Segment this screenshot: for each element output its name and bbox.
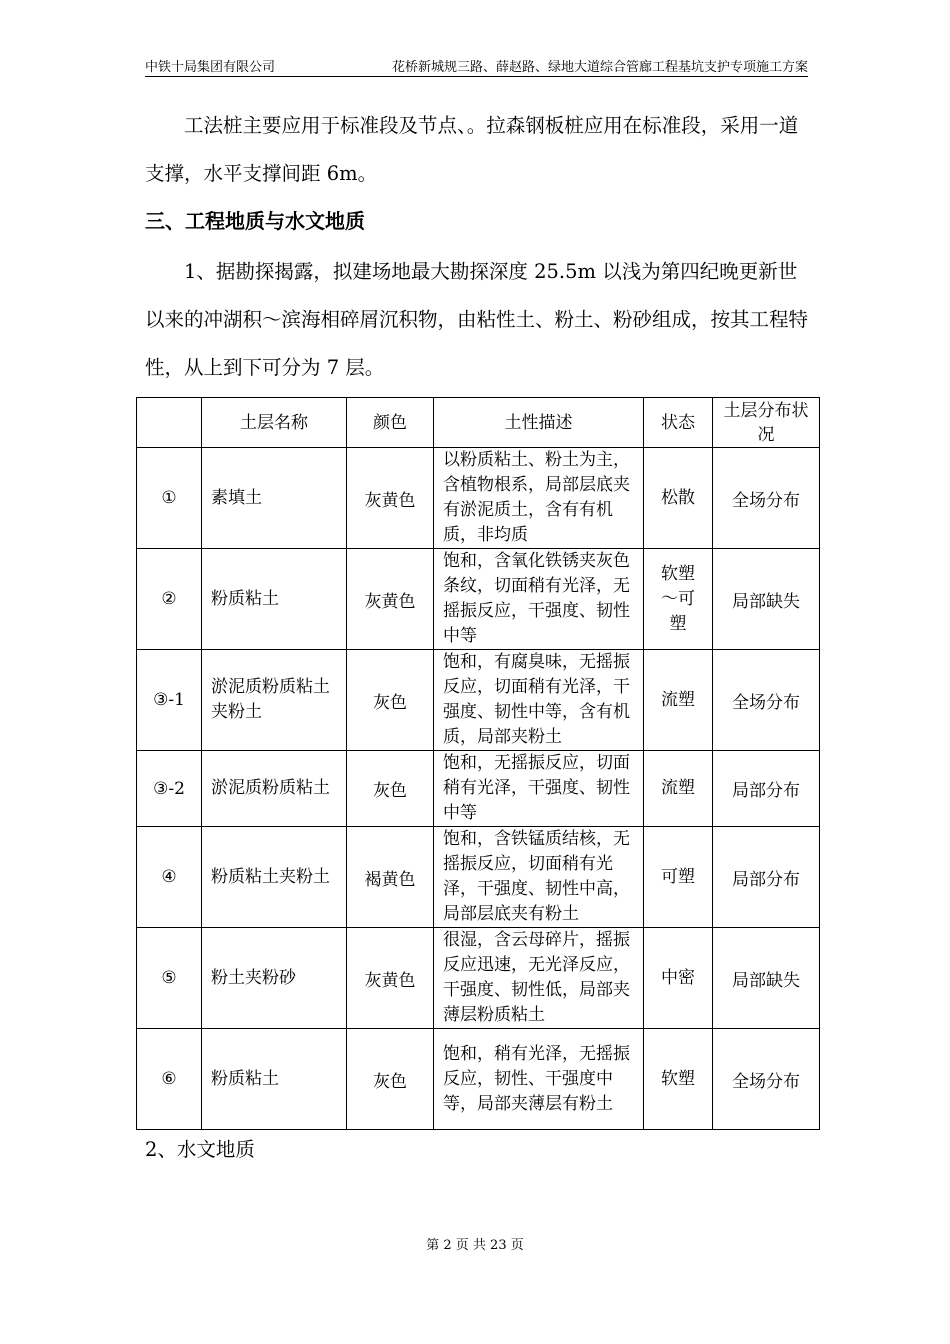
table-row	[137, 928, 820, 1029]
layer-distribution: 局部缺失	[713, 549, 820, 650]
layer-distribution: 全场分布	[713, 448, 820, 549]
header-cell-distribution: 土层分布状况	[713, 398, 820, 448]
table-row	[137, 827, 820, 928]
layer-color: 灰色	[347, 751, 434, 827]
table-row	[137, 448, 820, 549]
layer-number: ⑥	[137, 1029, 202, 1130]
table-row	[137, 549, 820, 650]
layer-color: 灰黄色	[347, 448, 434, 549]
soil-layer-table	[136, 397, 820, 1130]
layer-color: 灰黄色	[347, 549, 434, 650]
layer-state: 可塑	[644, 827, 713, 928]
layer-number: ②	[137, 549, 202, 650]
layer-state: 中密	[644, 928, 713, 1029]
layer-name: 素填土	[202, 448, 347, 549]
layer-distribution: 局部分布	[713, 751, 820, 827]
layer-distribution: 全场分布	[713, 1029, 820, 1130]
table-row	[137, 751, 820, 827]
layer-name: 粉质粘土	[202, 1029, 347, 1130]
layer-description: 饱和，含氧化铁锈夹灰色条纹，切面稍有光泽，无摇振反应，干强度、韧性中等	[434, 549, 644, 650]
header-company: 中铁十局集团有限公司	[145, 60, 276, 75]
layer-name: 粉质粘土夹粉土	[202, 827, 347, 928]
section-title: 三、工程地质与水文地质	[145, 209, 365, 233]
layer-number: ④	[137, 827, 202, 928]
layer-description: 饱和，含铁锰质结核，无摇振反应，切面稍有光泽，干强度、韧性中高，局部层底夹有粉土	[434, 827, 644, 928]
table-header-row	[137, 398, 820, 448]
layer-description: 很湿，含云母碎片，摇振反应迅速，无光泽反应，干强度、韧性低，局部夹薄层粉质粘土	[434, 928, 644, 1029]
layer-state: 流塑	[644, 751, 713, 827]
header-cell-description: 土性描述	[434, 398, 644, 448]
layer-state: 软塑～可塑	[644, 549, 713, 650]
layer-number: ①	[137, 448, 202, 549]
page-header	[145, 52, 808, 77]
geology-paragraph: 1、据勘探揭露，拟建场地最大勘探深度 25.5m 以浅为第四纪晚更新世以来的冲湖积～滨海相碎屑沉积物，由粘性土、粉土、粉砂组成，按其工程特性，从上到下可分为 7 层。	[145, 260, 809, 379]
layer-name: 淤泥质粉质粘土	[202, 751, 347, 827]
page-number: 第 2 页 共 23 页	[426, 1238, 524, 1253]
layer-number: ③-1	[137, 650, 202, 751]
header-project-title: 花桥新城规三路、薛赵路、绿地大道综合管廊工程基坑支护专项施工方案	[391, 60, 808, 75]
header-cell-name: 土层名称	[202, 398, 347, 448]
intro-paragraph: 工法桩主要应用于标准段及节点、。拉森钢板桩应用在标准段，采用一道支撑，水平支撑间距 6m。	[145, 114, 799, 185]
header-cell-state: 状态	[644, 398, 713, 448]
header-cell-color: 颜色	[347, 398, 434, 448]
layer-name: 淤泥质粉质粘土夹粉土	[202, 650, 347, 751]
layer-state: 松散	[644, 448, 713, 549]
layer-color: 灰黄色	[347, 928, 434, 1029]
layer-name: 粉土夹粉砂	[202, 928, 347, 1029]
layer-distribution: 全场分布	[713, 650, 820, 751]
header-cell-index	[137, 398, 202, 448]
hydrogeology-title: 2、水文地质	[145, 1138, 255, 1161]
layer-color: 褐黄色	[347, 827, 434, 928]
layer-color: 灰色	[347, 650, 434, 751]
layer-distribution: 局部分布	[713, 827, 820, 928]
layer-name: 粉质粘土	[202, 549, 347, 650]
layer-description: 饱和，稍有光泽，无摇振反应，韧性、干强度中等，局部夹薄层有粉土	[434, 1029, 644, 1130]
layer-state: 软塑	[644, 1029, 713, 1130]
layer-description: 以粉质粘土、粉土为主，含植物根系，局部层底夹有淤泥质土，含有有机质，非均质	[434, 448, 644, 549]
layer-number: ⑤	[137, 928, 202, 1029]
layer-color: 灰色	[347, 1029, 434, 1130]
layer-state: 流塑	[644, 650, 713, 751]
layer-number: ③-2	[137, 751, 202, 827]
layer-description: 饱和，有腐臭味，无摇振反应，切面稍有光泽，干强度、韧性中等，含有机质，局部夹粉土	[434, 650, 644, 751]
table-row	[137, 1029, 820, 1130]
table-row	[137, 650, 820, 751]
layer-distribution: 局部缺失	[713, 928, 820, 1029]
layer-description: 饱和，无摇振反应，切面稍有光泽，干强度、韧性中等	[434, 751, 644, 827]
